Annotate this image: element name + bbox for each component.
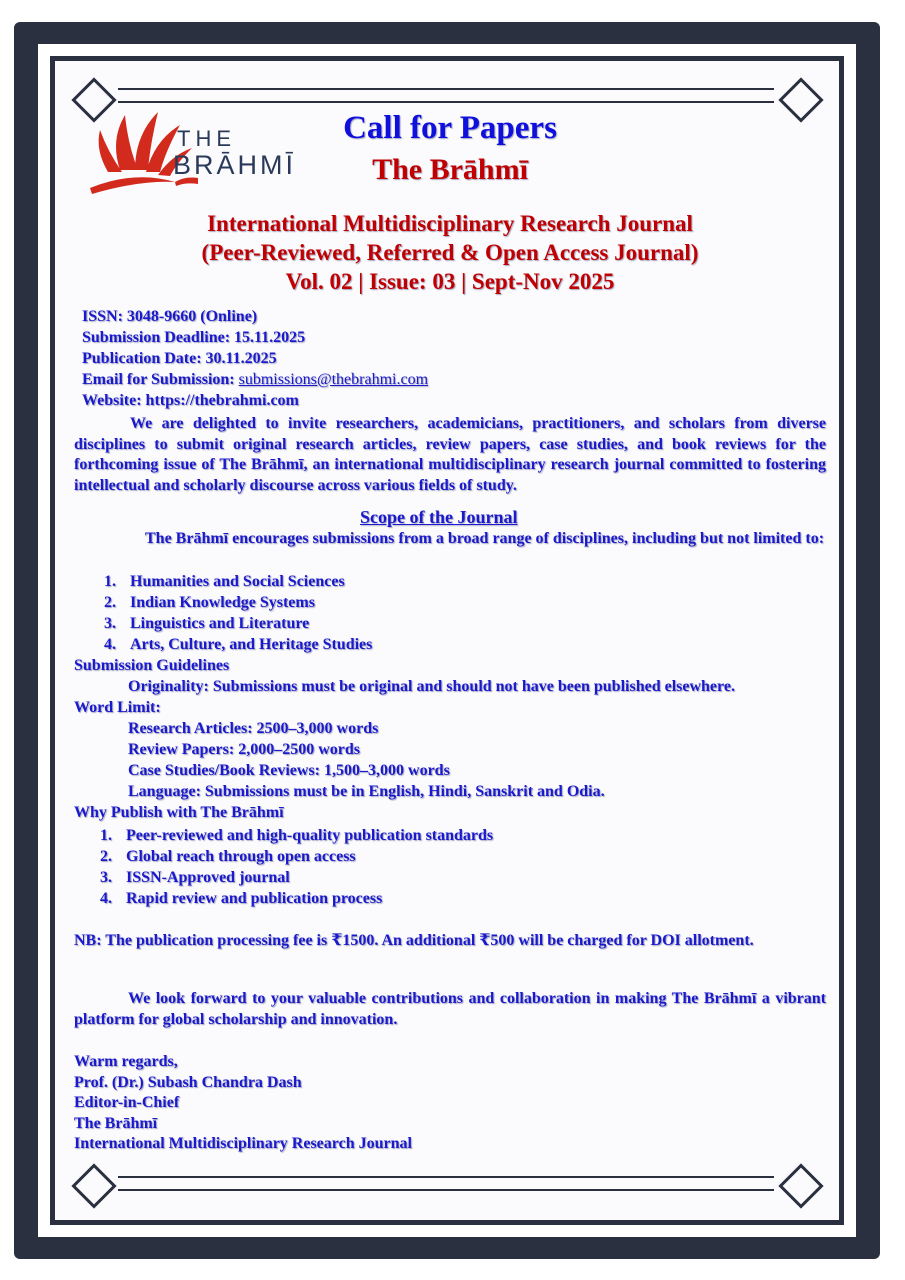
logo-text-the: THE: [177, 126, 236, 151]
intro-paragraph: We are delighted to invite researchers, academicians, practitioners, and scholars from diverse disciplines to submit original research articles, review papers, case studies, and book reviews for the forthcoming issue of The Brāhmī, an international multidisciplinary research journal committed to fostering intellectual and scholarly discourse across various fields of study.: [74, 415, 826, 494]
why-list: [100, 825, 493, 909]
editor-role: Editor-in-Chief: [74, 1094, 180, 1111]
signature-journal: The Brāhmī: [74, 1114, 158, 1132]
diamond-ornament-icon: [778, 77, 823, 122]
email-label: Email for Submission:: [82, 371, 235, 388]
subtitle-line-2: (Peer-Reviewed, Referred & Open Access Journal): [201, 240, 699, 265]
list-item: 2. Global reach through open access: [100, 848, 356, 865]
subtitle-line-3: Vol. 02 | Issue: 03 | Sept-Nov 2025: [285, 269, 615, 294]
top-rule: [118, 88, 774, 90]
diamond-ornament-icon: [778, 1163, 823, 1208]
scope-heading: Scope of the Journal: [360, 507, 518, 527]
scope-text: The Brāhmī encourages submissions from a broad range of disciplines, including but not limited to:: [145, 530, 825, 547]
fee-note: NB: The publication processing fee is ₹1500. An additional ₹500 will be charged for DOI allotment.: [74, 932, 754, 949]
list-item: 1. Humanities and Social Sciences: [104, 573, 345, 590]
list-item: 3. ISSN-Approved journal: [100, 869, 290, 886]
closing-paragraph: We look forward to your valuable contributions and collaboration in making The Brāhmī a vibrant platform for global scholarship and innovation.: [74, 990, 826, 1028]
bottom-rule: [118, 1189, 774, 1191]
list-item: 4. Arts, Culture, and Heritage Studies: [104, 636, 373, 653]
logo-text-brahmi: BRĀHMĪ: [173, 150, 297, 180]
email-link[interactable]: submissions@thebrahmi.com: [238, 371, 429, 388]
subtitle-line-1: International Multidisciplinary Research Journal: [207, 211, 693, 236]
signature-journal-full: International Multidisciplinary Research Journal: [74, 1135, 412, 1152]
regards: Warm regards,: [74, 1053, 178, 1070]
website: Website: https://thebrahmi.com: [82, 392, 299, 409]
editor-name: Prof. (Dr.) Subash Chandra Dash: [74, 1073, 302, 1091]
page-title: Call for Papers: [343, 110, 557, 146]
bottom-rule: [118, 1176, 774, 1178]
word-limit-research: Research Articles: 2500–3,000 words: [128, 720, 379, 737]
journal-name: The Brāhmī: [372, 153, 528, 186]
why-heading: Why Publish with The Brāhmī: [74, 804, 284, 821]
list-item: 3. Linguistics and Literature: [104, 615, 310, 632]
signature: [74, 1052, 412, 1155]
word-limit-case: Case Studies/Book Reviews: 1,500–3,000 words: [128, 762, 450, 779]
diamond-ornament-icon: [71, 1163, 116, 1208]
list-item: 1. Peer-reviewed and high-quality publication standards: [100, 827, 494, 844]
email-row: [82, 371, 428, 389]
list-item: 4. Rapid review and publication process: [100, 890, 383, 907]
originality: Originality: Submissions must be original and should not have been published elsewhere.: [128, 678, 735, 695]
list-item: 2. Indian Knowledge Systems: [104, 594, 315, 611]
scope-list: [104, 571, 372, 655]
issn: ISSN: 3048-9660 (Online): [82, 308, 258, 325]
publication-date: Publication Date: 30.11.2025: [82, 350, 277, 367]
word-limit-heading: Word Limit:: [74, 699, 161, 716]
word-limit-review: Review Papers: 2,000–2500 words: [128, 741, 360, 758]
language: Language: Submissions must be in English, Hindi, Sanskrit and Odia.: [128, 783, 605, 800]
submission-deadline: Submission Deadline: 15.11.2025: [82, 329, 306, 346]
guidelines-heading: Submission Guidelines: [74, 657, 230, 674]
